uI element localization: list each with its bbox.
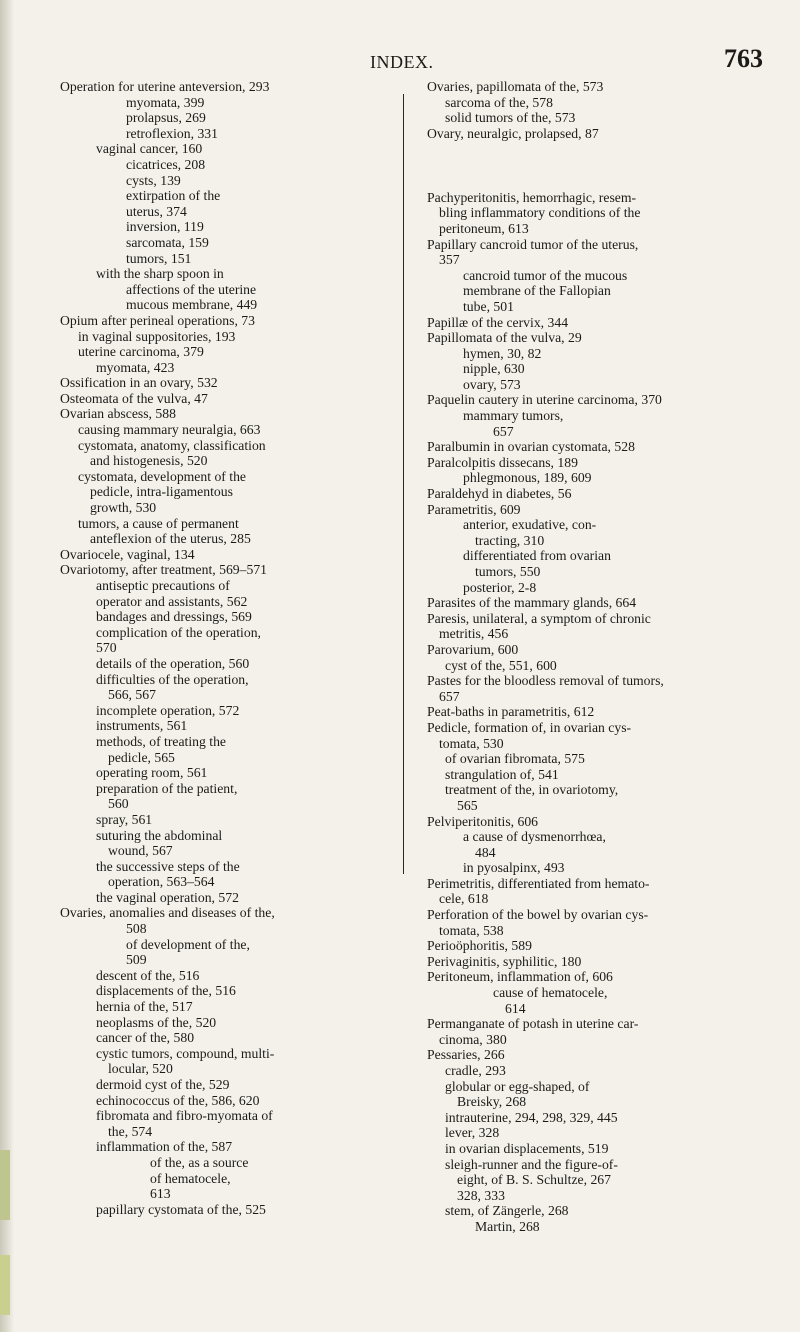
index-subentry: and histogenesis, 520 bbox=[90, 453, 208, 469]
index-subentry: tumors, a cause of permanent bbox=[78, 515, 239, 531]
index-heading-entry: Ovaries, papillomata of the, 573 bbox=[427, 79, 604, 94]
index-heading-entry: Perivaginitis, syphilitic, 180 bbox=[427, 953, 582, 969]
index-subentry: extirpation of the bbox=[126, 188, 221, 204]
index-heading-entry: Parametritis, 609 bbox=[427, 501, 521, 517]
index-subentry: posterior, 2-8 bbox=[463, 579, 537, 595]
binding-stain bbox=[0, 1255, 10, 1315]
index-heading-entry: Papillomata of the vulva, 29 bbox=[427, 330, 582, 346]
index-subentry: in vaginal suppositories, 193 bbox=[78, 328, 236, 344]
index-column-right bbox=[427, 79, 777, 1235]
index-subentry: in pyosalpinx, 493 bbox=[463, 860, 565, 876]
index-subentry: anteflexion of the uterus, 285 bbox=[90, 531, 251, 547]
index-subentry: lever, 328 bbox=[445, 1125, 500, 1141]
index-subentry: mammary tumors, bbox=[463, 408, 564, 424]
index-column-left bbox=[60, 79, 398, 1217]
index-subentry: metritis, 456 bbox=[439, 626, 509, 642]
index-subentry: intrauterine, 294, 298, 329, 445 bbox=[445, 1109, 618, 1125]
index-subentry: cystic tumors, compound, multi- bbox=[96, 1045, 275, 1061]
running-head: INDEX. bbox=[370, 52, 434, 72]
index-subentry: 614 bbox=[505, 1000, 526, 1016]
index-subentry: with the sharp spoon in bbox=[96, 266, 224, 282]
index-heading-entry: Ovarian abscess, 588 bbox=[60, 406, 176, 422]
index-subentry: hymen, 30, 82 bbox=[463, 345, 542, 361]
index-subentry: 357 bbox=[439, 252, 460, 268]
index-subentry: mucous membrane, 449 bbox=[126, 297, 258, 313]
index-subentry: cele, 618 bbox=[439, 891, 489, 907]
index-subentry: descent of the, 516 bbox=[96, 967, 200, 983]
index-heading-entry: Pedicle, formation of, in ovarian cys- bbox=[427, 719, 632, 735]
index-heading-entry: Ovariotomy, after treatment, 569–571 bbox=[60, 562, 268, 578]
index-subentry: suturing the abdominal bbox=[96, 827, 223, 843]
index-subentry: 508 bbox=[126, 921, 147, 937]
index-subentry: globular or egg-shaped, of bbox=[445, 1078, 590, 1094]
index-subentry: difficulties of the operation, bbox=[96, 671, 249, 687]
index-subentry: 570 bbox=[96, 640, 117, 656]
index-heading-entry: Paralcolpitis dissecans, 189 bbox=[427, 454, 578, 470]
index-subentry: phlegmonous, 189, 609 bbox=[463, 470, 592, 486]
index-subentry: instruments, 561 bbox=[96, 718, 188, 734]
index-heading-entry: Paquelin cautery in uterine carcinoma, 370 bbox=[427, 392, 662, 408]
index-subentry: 613 bbox=[150, 1186, 171, 1202]
index-subentry: ovary, 573 bbox=[463, 376, 521, 392]
index-heading-entry: Ossification in an ovary, 532 bbox=[60, 375, 218, 391]
index-heading-entry: Peat-baths in parametritis, 612 bbox=[427, 704, 595, 720]
index-subentry: growth, 530 bbox=[90, 500, 157, 516]
index-subentry: 484 bbox=[475, 844, 496, 860]
index-subentry: of development of the, bbox=[126, 936, 250, 952]
index-heading-entry: Ovary, neuralgic, prolapsed, 87 bbox=[427, 125, 599, 141]
index-subentry: uterine carcinoma, 379 bbox=[78, 344, 204, 360]
index-subentry: retroflexion, 331 bbox=[126, 125, 218, 141]
index-heading-entry: Operation for uterine anteversion, 293 bbox=[60, 79, 270, 94]
index-subentry: anterior, exudative, con- bbox=[463, 517, 597, 533]
index-subentry: cause of hematocele, bbox=[493, 985, 608, 1001]
index-subentry: treatment of the, in ovariotomy, bbox=[445, 782, 619, 798]
index-subentry: cancer of the, 580 bbox=[96, 1030, 195, 1046]
index-subentry: spray, 561 bbox=[96, 811, 153, 827]
index-subentry: myomata, 399 bbox=[126, 94, 205, 110]
index-subentry: inversion, 119 bbox=[126, 219, 204, 235]
index-subentry: cinoma, 380 bbox=[439, 1031, 507, 1047]
index-subentry: papillary cystomata of the, 525 bbox=[96, 1201, 266, 1217]
index-heading-entry: Pessaries, 266 bbox=[427, 1047, 505, 1063]
index-heading-entry: Parasites of the mammary glands, 664 bbox=[427, 595, 637, 611]
index-subentry: operating room, 561 bbox=[96, 765, 208, 781]
index-heading-entry: Papillæ of the cervix, 344 bbox=[427, 314, 569, 330]
index-subentry: complication of the operation, bbox=[96, 624, 261, 640]
index-subentry: of ovarian fibromata, 575 bbox=[445, 751, 585, 767]
index-subentry: tube, 501 bbox=[463, 298, 514, 314]
index-subentry: affections of the uterine bbox=[126, 281, 257, 297]
index-subentry: 657 bbox=[493, 423, 514, 439]
index-subentry: vaginal cancer, 160 bbox=[96, 141, 203, 157]
index-subentry: tumors, 151 bbox=[126, 250, 192, 266]
index-subentry: Breisky, 268 bbox=[457, 1094, 527, 1110]
page-number: 763 bbox=[724, 44, 763, 73]
index-subentry: dermoid cyst of the, 529 bbox=[96, 1077, 230, 1092]
index-subentry: the vaginal operation, 572 bbox=[96, 889, 239, 905]
index-subentry: bling inflammatory conditions of the bbox=[439, 205, 641, 221]
index-heading-entry: Pelviperitonitis, 606 bbox=[427, 813, 539, 829]
index-subentry: pedicle, 565 bbox=[108, 749, 175, 765]
index-subentry: differentiated from ovarian bbox=[463, 548, 611, 564]
index-subentry: inflammation of the, 587 bbox=[96, 1139, 233, 1155]
index-heading-entry: Ovaries, anomalies and diseases of the, bbox=[60, 905, 275, 921]
index-subentry: peritoneum, 613 bbox=[439, 220, 529, 236]
index-subentry: bandages and dressings, 569 bbox=[96, 609, 252, 625]
index-subentry: pedicle, intra-ligamentous bbox=[90, 484, 233, 500]
index-subentry: nipple, 630 bbox=[463, 361, 525, 377]
index-subentry: cysts, 139 bbox=[126, 172, 181, 188]
index-heading-entry: Paraldehyd in diabetes, 56 bbox=[427, 486, 572, 502]
index-heading-entry: Opium after perineal operations, 73 bbox=[60, 312, 255, 328]
index-heading-entry: Permanganate of potash in uterine car- bbox=[427, 1016, 639, 1032]
index-subentry: cancroid tumor of the mucous bbox=[463, 267, 628, 283]
index-subentry: cystomata, anatomy, classification bbox=[78, 437, 266, 453]
index-subentry: 565 bbox=[457, 797, 478, 813]
index-subentry: of the, as a source bbox=[150, 1154, 249, 1170]
page-binding-edge bbox=[0, 0, 14, 1332]
index-subentry: antiseptic precautions of bbox=[96, 578, 230, 593]
index-heading-entry: Osteomata of the vulva, 47 bbox=[60, 390, 208, 406]
index-subentry: 566, 567 bbox=[108, 687, 156, 703]
index-subentry: prolapsus, 269 bbox=[126, 110, 206, 126]
index-subentry: tracting, 310 bbox=[475, 532, 545, 548]
index-subentry: wound, 567 bbox=[108, 843, 173, 859]
index-subentry: sarcomata, 159 bbox=[126, 234, 209, 250]
index-subentry: fibromata and fibro-myomata of bbox=[96, 1108, 273, 1124]
index-heading-entry: Paresis, unilateral, a symptom of chronic bbox=[427, 610, 651, 626]
index-subentry: sarcoma of the, 578 bbox=[445, 94, 553, 110]
index-heading-entry: Pastes for the bloodless removal of tumors, bbox=[427, 673, 664, 689]
index-subentry: a cause of dysmenorrhœa, bbox=[463, 829, 606, 845]
index-subentry: hernia of the, 517 bbox=[96, 999, 193, 1015]
index-subentry: echinococcus of the, 586, 620 bbox=[96, 1092, 260, 1108]
index-subentry: solid tumors of the, 573 bbox=[445, 110, 576, 126]
letter-section-gap bbox=[427, 155, 777, 176]
index-subentry: Martin, 268 bbox=[475, 1218, 540, 1234]
index-subentry: strangulation of, 541 bbox=[445, 766, 559, 782]
index-subentry: cyst of the, 551, 600 bbox=[445, 657, 557, 673]
index-subentry: the successive steps of the bbox=[96, 858, 240, 874]
index-heading-entry: Pachyperitonitis, hemorrhagic, resem- bbox=[427, 189, 637, 205]
index-subentry: 560 bbox=[108, 796, 129, 812]
column-divider bbox=[403, 94, 404, 874]
index-subentry: uterus, 374 bbox=[126, 203, 187, 219]
index-subentry: preparation of the patient, bbox=[96, 780, 238, 796]
index-subentry: tomata, 538 bbox=[439, 922, 504, 938]
index-subentry: tomata, 530 bbox=[439, 735, 504, 751]
index-subentry: 509 bbox=[126, 952, 147, 968]
index-subentry: operation, 563–564 bbox=[108, 874, 215, 890]
index-subentry: membrane of the Fallopian bbox=[463, 283, 611, 299]
index-subentry: locular, 520 bbox=[108, 1061, 173, 1077]
index-subentry: the, 574 bbox=[108, 1123, 153, 1139]
index-subentry: neoplasms of the, 520 bbox=[96, 1014, 217, 1030]
index-subentry: stem, of Zängerle, 268 bbox=[445, 1203, 569, 1219]
index-heading-entry: Perioöphoritis, 589 bbox=[427, 938, 532, 954]
index-subentry: myomata, 423 bbox=[96, 359, 175, 375]
index-subentry: 328, 333 bbox=[457, 1187, 505, 1203]
index-heading-entry: Papillary cancroid tumor of the uterus, bbox=[427, 236, 639, 252]
index-heading-entry: Ovariocele, vaginal, 134 bbox=[60, 546, 195, 562]
index-subentry: displacements of the, 516 bbox=[96, 983, 236, 999]
index-subentry: causing mammary neuralgia, 663 bbox=[78, 422, 261, 438]
index-heading-entry: Perimetritis, differentiated from hemato- bbox=[427, 875, 650, 891]
index-subentry: 657 bbox=[439, 688, 460, 704]
index-heading-entry: Parovarium, 600 bbox=[427, 641, 519, 657]
index-subentry: sleigh-runner and the figure-of- bbox=[445, 1156, 618, 1172]
index-subentry: tumors, 550 bbox=[475, 564, 541, 579]
index-subentry: operator and assistants, 562 bbox=[96, 593, 248, 609]
index-subentry: cystomata, development of the bbox=[78, 468, 246, 484]
index-heading-entry: Perforation of the bowel by ovarian cys- bbox=[427, 907, 649, 923]
index-subentry: of hematocele, bbox=[150, 1170, 231, 1186]
binding-stain bbox=[0, 1150, 10, 1220]
index-heading-entry: Paralbumin in ovarian cystomata, 528 bbox=[427, 439, 635, 455]
index-subentry: cicatrices, 208 bbox=[126, 156, 206, 172]
index-subentry: cradle, 293 bbox=[445, 1063, 506, 1078]
index-heading-entry: Peritoneum, inflammation of, 606 bbox=[427, 969, 613, 985]
index-subentry: eight, of B. S. Schultze, 267 bbox=[457, 1172, 611, 1188]
index-subentry: details of the operation, 560 bbox=[96, 655, 250, 671]
index-subentry: incomplete operation, 572 bbox=[96, 702, 240, 718]
index-subentry: methods, of treating the bbox=[96, 733, 226, 749]
index-subentry: in ovarian displacements, 519 bbox=[445, 1140, 609, 1156]
